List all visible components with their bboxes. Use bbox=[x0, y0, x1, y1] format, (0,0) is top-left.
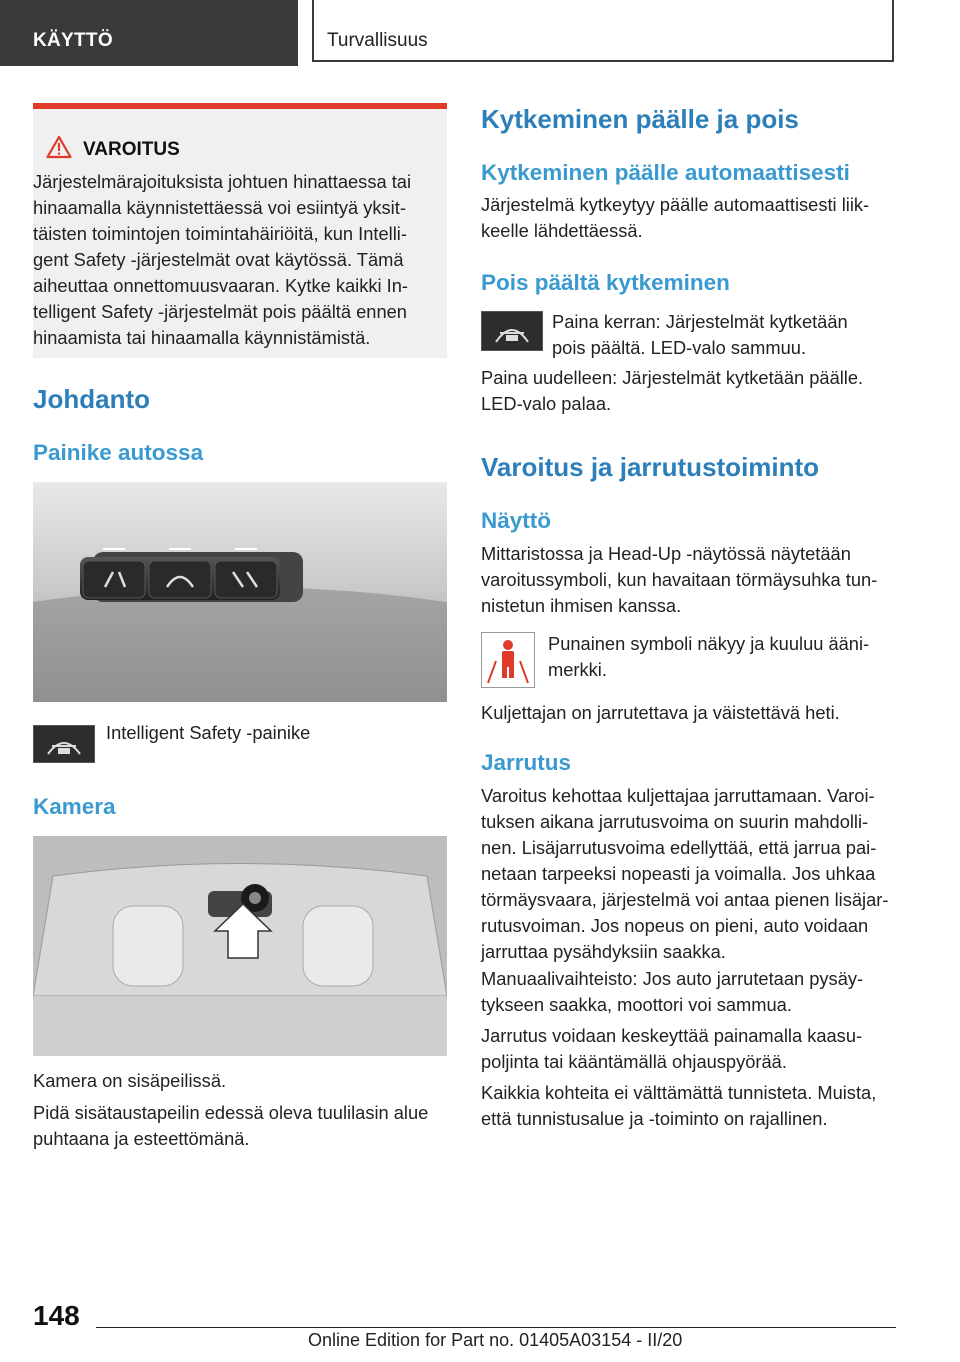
braking-text: Varoitus kehottaa kuljettajaa jarruttamaan. Varoi- tuksen aikana jarrutusvoima on suurin mahdolli- nen. Lisäjarrutusvoima edellyttää, että jarrua pai- netaan tarpeeksi nopeasti ja voimalla. Jos uhkaa törmäysvaara, järjestelmä voi antaa pienen lisäjar- rutusvoiman. Jos nopeus on pieni, auto voidaan jarruttaa pysähdyksiin saakka. bbox=[481, 785, 889, 962]
button-caption: Intelligent Safety -painike bbox=[106, 722, 311, 743]
camera-photo bbox=[33, 836, 447, 1056]
limits-text: Kaikkia kohteita ei välttämättä tunnisteta. Muista, että tunnistusalue ja -toiminto on rajallinen. bbox=[481, 1082, 877, 1129]
warning-text: Järjestelmärajoituksista johtuen hinattaessa tai hinaamalla käynnistettäessä voi esiintyä yksit- täisten toimintojen toimintahäiriöitä, kun Intelli- gent Safety -järjestelmät ovat käytössä. Tämä aiheuttaa onnettomuusvaaran. Kytke kaikki In- telligent Safety -järjestelmät pois päältä ennen hinaamista tai hinaamalla käynnistämistä. bbox=[33, 171, 412, 348]
heading-on-off: Kytkeminen päälle ja pois bbox=[481, 104, 799, 134]
heading-display: Näyttö bbox=[481, 508, 552, 533]
warning-title: VAROITUS bbox=[83, 139, 180, 160]
auto-on-text: Järjestelmä kytkeytyy päälle automaattisesti liik- keelle lähdettäessä. bbox=[481, 194, 870, 241]
heading-auto-on: Kytkeminen päälle automaattisesti bbox=[481, 160, 850, 185]
warning-box bbox=[33, 103, 447, 358]
chapter-tab bbox=[312, 0, 894, 62]
press-again-text: Paina uudelleen: Järjestelmät kytketään päälle. LED-valo palaa. bbox=[481, 367, 864, 414]
camera-location-text: Kamera on sisäpeilissä. bbox=[33, 1070, 227, 1091]
press-once-text: Paina kerran: Järjestelmät kytketään pois päältä. LED-valo sammuu. bbox=[552, 311, 848, 358]
section-tab bbox=[0, 0, 298, 66]
warning-triangle-icon bbox=[46, 135, 72, 159]
heading-warning-braking: Varoitus ja jarrutustoiminto bbox=[481, 452, 820, 482]
footer-edition: Online Edition for Part no. 01405A03154 - II/20 bbox=[308, 1330, 683, 1350]
intelligent-safety-off-icon bbox=[481, 311, 543, 351]
page-number: 148 bbox=[33, 1300, 80, 1331]
section-title: KÄYTTÖ bbox=[33, 30, 113, 51]
footer-divider bbox=[96, 1327, 896, 1328]
heading-switch-off: Pois päältä kytkeminen bbox=[481, 270, 730, 295]
interrupt-braking-text: Jarrutus voidaan keskeyttää painamalla kaasu- poljinta tai kääntämällä ohjauspyörää. bbox=[481, 1025, 863, 1072]
manual-transmission-text: Manuaalivaihteisto: Jos auto jarrutetaan pysäy- tykseen saakka, moottori voi sammua. bbox=[481, 968, 864, 1015]
heading-braking: Jarrutus bbox=[481, 750, 572, 775]
pedestrian-warning-icon bbox=[481, 632, 535, 688]
driver-brake-text: Kuljettajan on jarrutettava ja väistettävä heti. bbox=[481, 702, 840, 723]
display-text: Mittaristossa ja Head-Up -näytössä näytetään varoitussymboli, kun havaitaan törmäysuhka tun- nistetun ihmisen kanssa. bbox=[481, 543, 878, 616]
camera-clean-text: Pidä sisätaustapeilin edessä oleva tuulilasin alue puhtaana ja esteettömänä. bbox=[33, 1102, 429, 1149]
heading-intro: Johdanto bbox=[33, 384, 150, 414]
heading-camera: Kamera bbox=[33, 794, 116, 819]
chapter-title: Turvallisuus bbox=[327, 30, 428, 51]
heading-button-in-car: Painike autossa bbox=[33, 440, 204, 465]
button-panel-photo bbox=[33, 482, 447, 702]
intelligent-safety-button-icon bbox=[33, 725, 95, 763]
red-symbol-text: Punainen symboli näkyy ja kuuluu ääni- merkki. bbox=[548, 633, 870, 680]
